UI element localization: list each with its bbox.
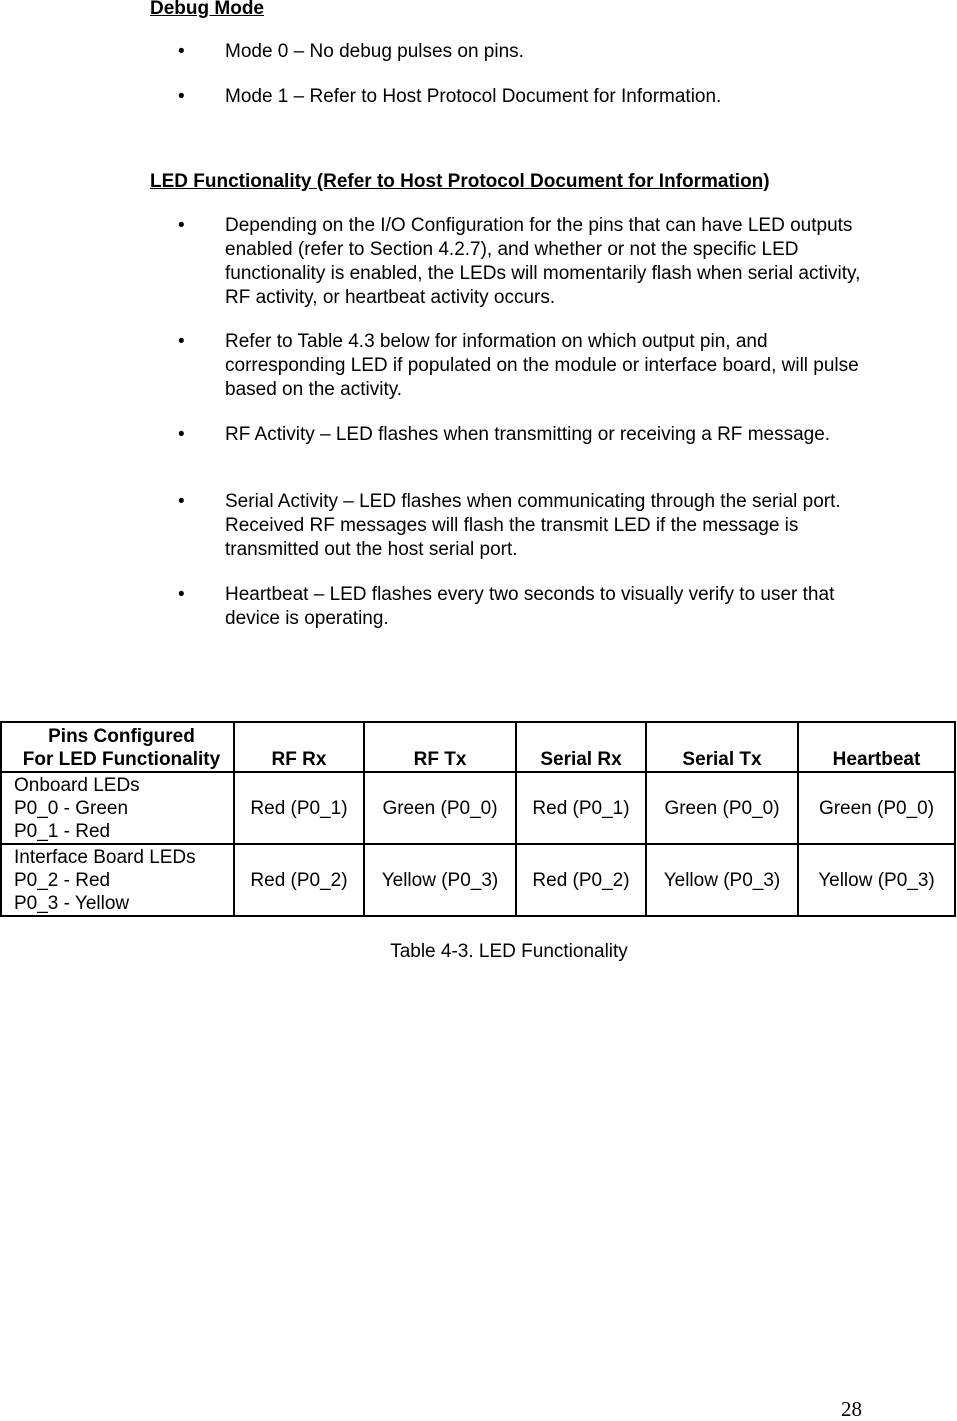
cell-serial-tx: Yellow (P0_3) [646,844,798,916]
led-functionality-table [0,721,956,917]
cell-heartbeat: Green (P0_0) [798,772,955,844]
list-item-text: Depending on the I/O Configuration for the pins that can have LED outputs enabled (refer to Section 4.2.7), and whether or not the specific LED functionality is enabled, the LEDs will momentarily flash when serial activity, RF activity, or heartbeat activity occurs. [225,215,861,308]
header-line: Pins Configured [48,726,195,747]
bullet-icon: • [178,584,185,605]
table-row [1,772,955,844]
bullet-icon: • [178,41,185,62]
list-item-text: Refer to Table 4.3 below for information on which output pin, and corresponding LED if populated on the module or interface board, will pulse based on the activity. [225,331,859,400]
header-rf-tx: RF Tx [364,722,516,772]
cell-serial-rx: Red (P0_2) [516,844,646,916]
row-label-line: Interface Board LEDs [14,846,196,868]
header-rf-rx: RF Rx [234,722,364,772]
header-serial-rx: Serial Rx [516,722,646,772]
led-functionality-heading: LED Functionality (Refer to Host Protocol Document for Information) [150,171,770,192]
table-row [1,844,955,916]
row-label-line: P0_2 - Red [14,869,111,891]
bullet-icon: • [178,491,185,512]
list-item-text: Mode 0 – No debug pulses on pins. [225,41,524,62]
row-label-line: P0_0 - Green [14,797,129,819]
row-label [1,844,234,916]
table-header-row [1,722,955,772]
debug-mode-heading: Debug Mode [150,0,264,19]
row-label-line: P0_3 - Yellow [14,892,130,914]
table-caption: Table 4-3. LED Functionality [390,941,628,962]
list-item-text: Heartbeat – LED flashes every two seconds to visually verify to user that device is operating. [225,584,835,629]
bullet-icon: • [178,215,185,236]
cell-heartbeat: Yellow (P0_3) [798,844,955,916]
cell-serial-tx: Green (P0_0) [646,772,798,844]
bullet-icon: • [178,424,185,445]
bullet-icon: • [178,86,185,107]
header-heartbeat: Heartbeat [798,722,955,772]
row-label-line: P0_1 - Red [14,820,111,842]
cell-rf-tx: Yellow (P0_3) [364,844,516,916]
cell-rf-rx: Red (P0_1) [234,772,364,844]
list-item-text: RF Activity – LED flashes when transmitting or receiving a RF message. [225,424,831,445]
cell-serial-rx: Red (P0_1) [516,772,646,844]
cell-rf-rx: Red (P0_2) [234,844,364,916]
page-number: 28 [841,1397,862,1421]
bullet-icon: • [178,331,185,352]
header-serial-tx: Serial Tx [646,722,798,772]
header-pins-configured [1,722,234,772]
header-line: For LED Functionality [22,749,221,770]
list-item-text: Serial Activity – LED flashes when communicating through the serial port. Received RF messages will flash the transmit LED if the message is transmitted out the host serial port. [225,491,841,560]
list-item-text: Mode 1 – Refer to Host Protocol Document for Information. [225,86,722,107]
row-label [1,772,234,844]
row-label-line: Onboard LEDs [14,774,140,796]
cell-rf-tx: Green (P0_0) [364,772,516,844]
